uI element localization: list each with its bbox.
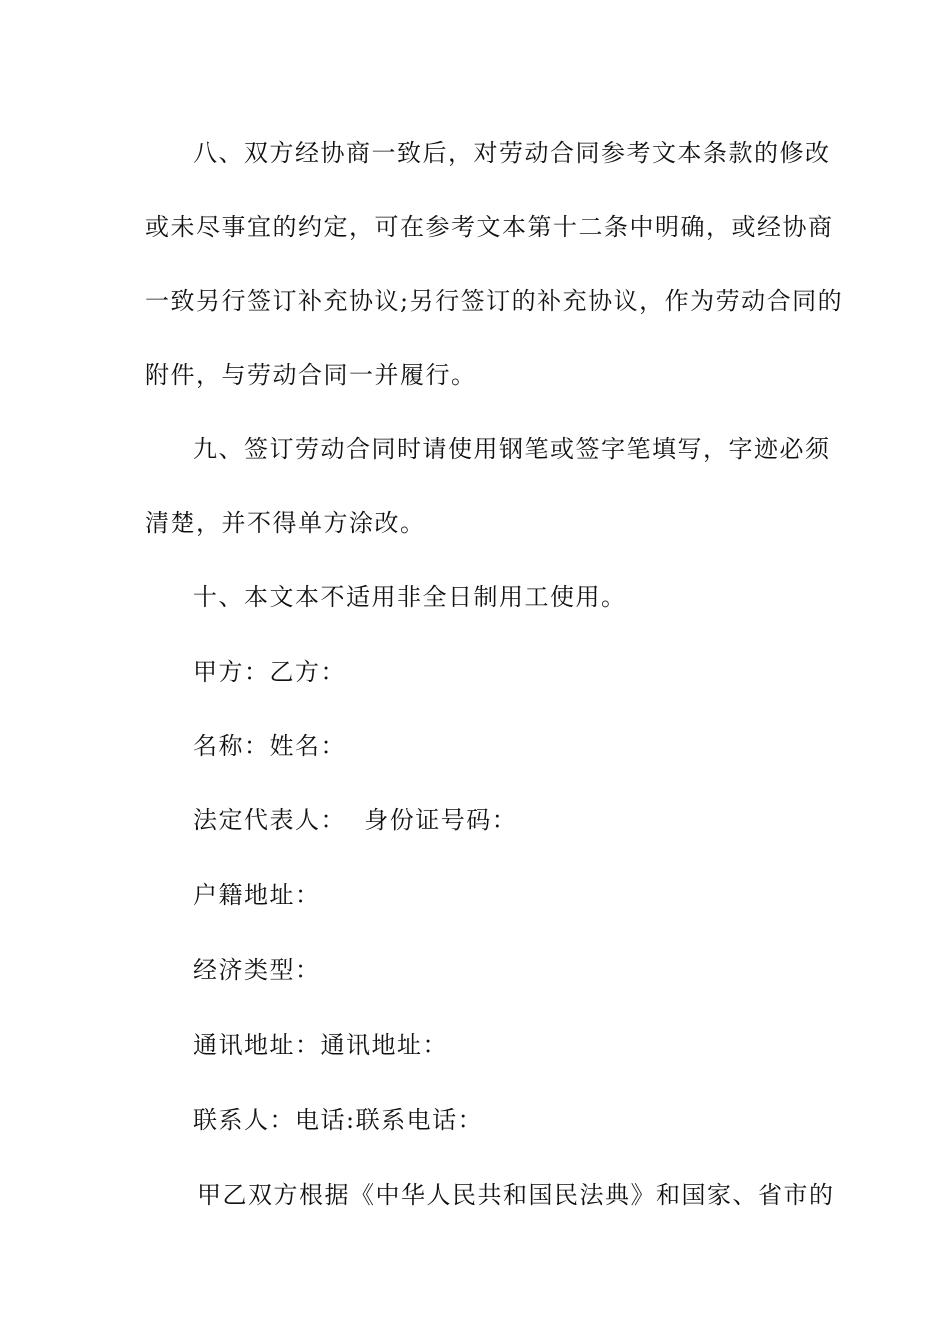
paragraph-9-line-2: 清楚，并不得单方涂改。 (145, 509, 426, 537)
paragraph-8-line-4: 附件，与劳动合同一并履行。 (145, 361, 477, 389)
field-mailing-address: 通讯地址：通讯地址： (193, 1031, 448, 1059)
paragraph-8-line-1: 八、双方经协商一致后，对劳动合同参考文本条款的修改 (193, 139, 831, 167)
field-economic-type: 经济类型： (193, 956, 321, 984)
paragraph-final-line-1: 甲乙双方根据《中华人民共和国民法典》和国家、省市的 (197, 1181, 835, 1209)
field-party-a-b: 甲方：乙方： (193, 658, 346, 686)
field-household-address: 户籍地址： (193, 881, 321, 909)
paragraph-10-line-1: 十、本文本不适用非全日制用工使用。 (193, 583, 627, 611)
paragraph-8-line-2: 或未尽事宜的约定，可在参考文本第十二条中明确，或经协商 (145, 213, 834, 241)
paragraph-8-line-3: 一致另行签订补充协议;另行签订的补充协议，作为劳动合同的 (145, 287, 844, 315)
paragraph-9-line-1: 九、签订劳动合同时请使用钢笔或签字笔填写，字迹必须 (193, 435, 831, 463)
field-contact: 联系人：电话:联系电话： (193, 1106, 484, 1134)
field-name: 名称：姓名： (193, 732, 346, 760)
field-legal-representative: 法定代表人： 身份证号码： (193, 806, 518, 834)
